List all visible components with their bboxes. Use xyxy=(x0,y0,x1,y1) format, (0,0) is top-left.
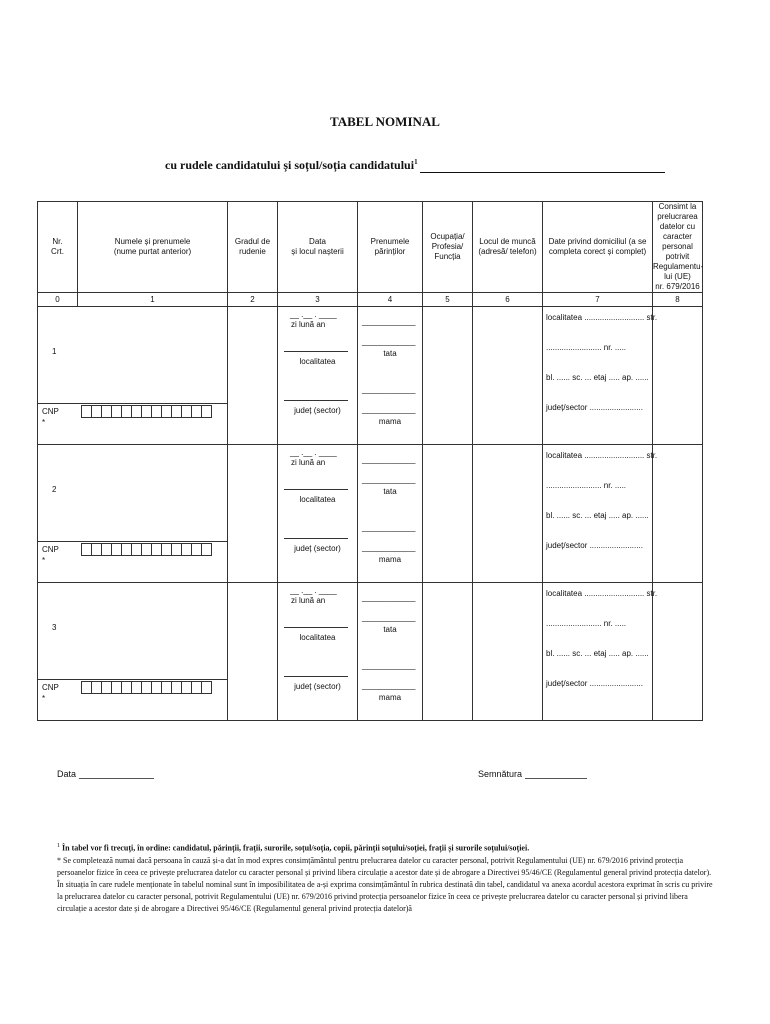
degree-cell[interactable] xyxy=(228,307,278,445)
county-label: județ (sector) xyxy=(294,406,341,415)
parent-blank: ____________ xyxy=(362,385,416,394)
name-cell[interactable] xyxy=(38,583,228,721)
occupation-cell[interactable] xyxy=(423,307,473,445)
cnp-separator xyxy=(38,403,227,404)
parent-blank: ____________ xyxy=(362,613,416,622)
cnp-input[interactable] xyxy=(81,405,212,418)
address-line: localitatea ........................... str. xyxy=(546,313,658,322)
cnp-input[interactable] xyxy=(81,543,212,556)
workplace-cell[interactable] xyxy=(473,583,543,721)
parent-blank: ____________ xyxy=(362,661,416,670)
parents-cell[interactable] xyxy=(358,307,423,445)
column-number: 4 xyxy=(358,293,423,307)
column-number: 2 xyxy=(228,293,278,307)
parent-blank: ____________ xyxy=(362,455,416,464)
birth-place-line xyxy=(284,351,348,352)
parent-blank: ____________ xyxy=(362,681,416,690)
address-line: județ/sector ........................ xyxy=(546,541,643,550)
document-title: TABEL NOMINAL xyxy=(330,114,440,129)
address-line: ......................... nr. ..... xyxy=(546,619,627,628)
mother-label: mama xyxy=(378,555,402,564)
address-line: ......................... nr. ..... xyxy=(546,481,627,490)
father-label: tata xyxy=(383,625,397,634)
birth-cell[interactable] xyxy=(278,445,358,583)
address-line: ......................... nr. ..... xyxy=(546,343,627,352)
column-number: 3 xyxy=(278,293,358,307)
parent-blank: ____________ xyxy=(362,475,416,484)
date-parts-label: zi lună an xyxy=(291,596,326,605)
domicile-cell[interactable] xyxy=(543,445,658,583)
column-number: 7 xyxy=(543,293,653,307)
date-placeholder: __ .__ . ____ xyxy=(290,310,337,319)
domicile-cell[interactable] xyxy=(543,583,658,721)
occupation-cell[interactable] xyxy=(423,583,473,721)
parent-blank: ____________ xyxy=(362,337,416,346)
father-label: tata xyxy=(383,349,397,358)
county-line xyxy=(284,676,348,677)
table-row xyxy=(38,445,703,583)
county-label: județ (sector) xyxy=(294,682,341,691)
address-line: bl. ...... sc. ... etaj ..... ap. ...... xyxy=(546,511,649,520)
header-occupation: Ocupația/ Profesia/ Funcția xyxy=(423,202,473,293)
parents-cell[interactable] xyxy=(358,583,423,721)
header-degree: Gradul de rudenie xyxy=(228,202,278,293)
parent-blank: ____________ xyxy=(362,405,416,414)
footnote-1-mark: 1 xyxy=(57,843,60,849)
address-line: județ/sector ........................ xyxy=(546,403,643,412)
column-number: 1 xyxy=(78,293,228,307)
cnp-label: CNP * xyxy=(42,545,59,565)
county-line xyxy=(284,538,348,539)
document-subtitle xyxy=(165,158,665,173)
consent-cell[interactable] xyxy=(653,307,703,445)
parents-cell[interactable] xyxy=(358,445,423,583)
address-line: bl. ...... sc. ... etaj ..... ap. ...... xyxy=(546,649,649,658)
mother-label: mama xyxy=(378,693,402,702)
candidate-name-field[interactable] xyxy=(420,161,665,173)
footnote-2: * Se completează numai dacă persoana în cauză și-a dat în mod expres consimțământul pentru prelucrarea datelor cu caracter personal, potrivit Regulamentului (UE) nr. 679/2016 privind protecția persoanelor fizice în ceea ce privește prelucrarea datelor cu caracter personal și privind libera circulație a acestor date și de abrogare a Directivei 95/46/CE (Regulamentul general privind protecția datelor). În situația în care rudele menționate în tabelul nominal sunt în imposibilitatea de a-și exprima consimțământul în rubrica destinată din tabel, candidatul va anexa acordul acestora exprimat în scris cu privire la prelucrarea datelor cu caracter personal, potrivit Regulamentului (UE) nr. 679/2016 privind protecția persoanelor fizice în ceea ce privește prelucrarea datelor cu caracter personal și privind libera circulație a acestor date și de abrogare a Directivei 95/46/CE (Regulamentul general privind protecția datelor)ă xyxy=(57,856,713,913)
table-header-row xyxy=(38,202,703,293)
locality-label: localitatea xyxy=(299,495,336,504)
signature-label: Semnătura xyxy=(478,769,523,779)
subtitle-footnote-mark: 1 xyxy=(414,158,418,166)
subtitle-text: cu rudele candidatului și soțul/soția candidatului xyxy=(165,158,415,172)
signature-input[interactable] xyxy=(525,769,587,779)
birth-place-line xyxy=(284,627,348,628)
date-placeholder: __ .__ . ____ xyxy=(290,586,337,595)
column-number-row xyxy=(38,293,703,307)
column-number: 0 xyxy=(38,293,78,307)
degree-cell[interactable] xyxy=(228,583,278,721)
locality-label: localitatea xyxy=(299,357,336,366)
header-consent: Consimt la prelucrarea datelor cu caracter personal potrivit Regulamentu-lui (UE) nr. 679/2016 xyxy=(653,202,704,291)
address-line: bl. ...... sc. ... etaj ..... ap. ...... xyxy=(546,373,649,382)
birth-cell[interactable] xyxy=(278,583,358,721)
header-name: Numele și prenumele (nume purtat anterior) xyxy=(78,202,228,293)
workplace-cell[interactable] xyxy=(473,445,543,583)
row-number: 1 xyxy=(52,347,57,356)
header-domicile: Date privind domiciliul (a se completa corect și complet) xyxy=(543,202,653,293)
address-line: localitatea ........................... str. xyxy=(546,451,658,460)
cnp-label: CNP * xyxy=(42,407,59,427)
birth-place-line xyxy=(284,489,348,490)
date-parts-label: zi lună an xyxy=(291,458,326,467)
footnote-1-text: În tabel vor fi trecuți, în ordine: candidatul, părinții, frații, surorile, soțul/soția, copii, părinții soțului/soției, frații și surorile soțului/soției. xyxy=(62,843,530,853)
parent-blank: ____________ xyxy=(362,543,416,552)
county-line xyxy=(284,400,348,401)
column-number: 6 xyxy=(473,293,543,307)
cnp-separator xyxy=(38,679,227,680)
header-nr: Nr. Crt. xyxy=(38,202,78,293)
consent-cell[interactable] xyxy=(653,583,703,721)
locality-label: localitatea xyxy=(299,633,336,642)
header-parents: Prenumele părinților xyxy=(358,202,423,293)
address-line: localitatea ........................... str. xyxy=(546,589,658,598)
birth-cell[interactable] xyxy=(278,307,358,445)
name-cell[interactable] xyxy=(38,307,228,445)
date-parts-label: zi lună an xyxy=(291,320,326,329)
parent-blank: ____________ xyxy=(362,523,416,532)
header-workplace: Locul de muncă (adresă/ telefon) xyxy=(473,202,543,293)
mother-label: mama xyxy=(378,417,402,426)
date-signature-field xyxy=(57,769,154,779)
father-label: tata xyxy=(383,487,397,496)
county-label: județ (sector) xyxy=(294,544,341,553)
column-number: 8 xyxy=(653,293,703,307)
row-number: 3 xyxy=(52,623,57,632)
header-birth: Data și locul nașterii xyxy=(278,202,358,293)
address-line: județ/sector ........................ xyxy=(546,679,643,688)
row-number: 2 xyxy=(52,485,57,494)
workplace-cell[interactable] xyxy=(473,307,543,445)
date-input[interactable] xyxy=(79,769,154,779)
nominal-table xyxy=(37,201,703,721)
table-row xyxy=(38,583,703,721)
date-label: Data xyxy=(57,769,77,779)
parent-blank: ____________ xyxy=(362,593,416,602)
table-row xyxy=(38,307,703,445)
consent-cell[interactable] xyxy=(653,445,703,583)
cnp-separator xyxy=(38,541,227,542)
parent-blank: ____________ xyxy=(362,317,416,326)
cnp-label: CNP * xyxy=(42,683,59,703)
cnp-input[interactable] xyxy=(81,681,212,694)
date-placeholder: __ .__ . ____ xyxy=(290,448,337,457)
signature-field xyxy=(478,769,587,779)
name-cell[interactable] xyxy=(38,445,228,583)
occupation-cell[interactable] xyxy=(423,445,473,583)
degree-cell[interactable] xyxy=(228,445,278,583)
column-number: 5 xyxy=(423,293,473,307)
domicile-cell[interactable] xyxy=(543,307,658,445)
footnote-1 xyxy=(57,840,717,855)
